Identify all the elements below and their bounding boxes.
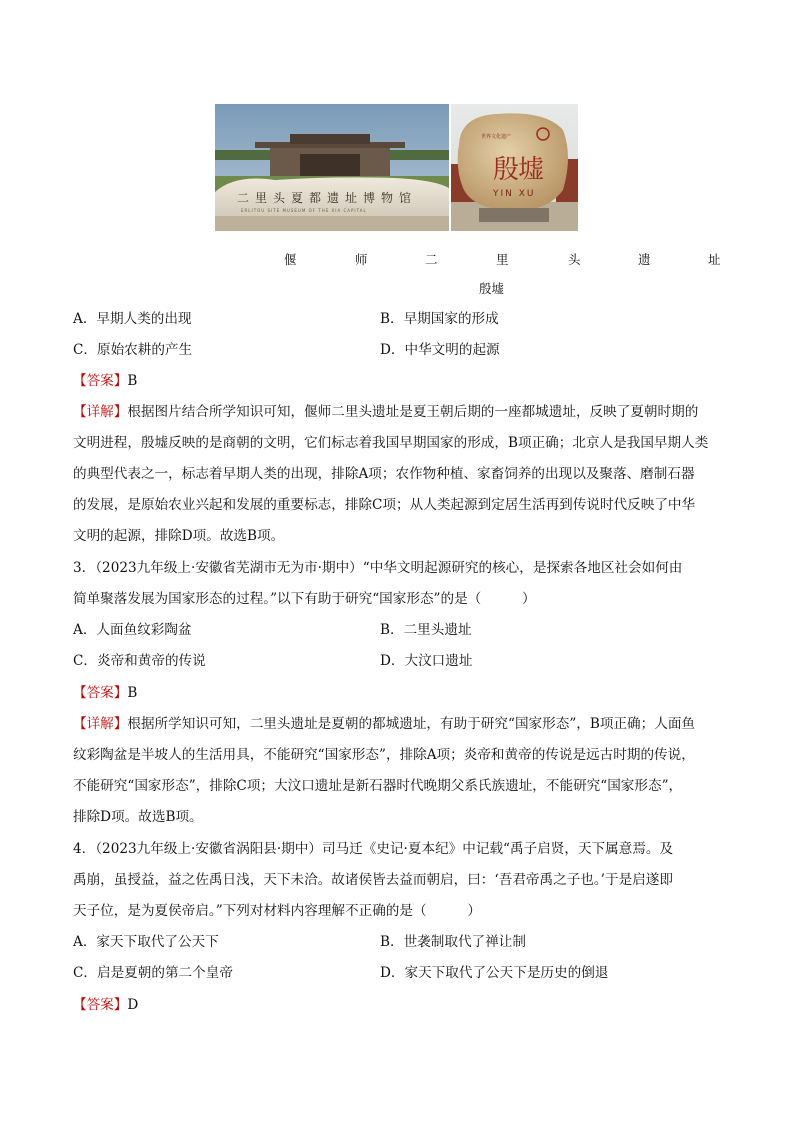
detail-label: 【详解】	[73, 716, 128, 732]
caption-char: 头	[568, 252, 581, 267]
q2-detail-line	[73, 402, 698, 422]
q3-stem-text: “中华文明起源研究的核心，是探索各地区社会如何由	[362, 560, 683, 576]
q2-detail-line: 文明的起源，排除D项。故选B项。	[73, 528, 285, 544]
q3-detail-line: 排除D项。故选B项。	[73, 809, 203, 825]
q3-detail-line: 纹彩陶盆是半坡人的生活用具，不能研究“国家形态”，排除A项；炎帝和黄帝的传说是远古时期的传说，	[73, 747, 695, 763]
q4-source: （2023九年级上·安徽省涡阳县·期中）	[95, 841, 322, 857]
q2-answer	[73, 371, 137, 391]
answer-value: D	[127, 997, 139, 1013]
answer-label: 【答案】	[73, 997, 128, 1013]
erlitou-museum-photo	[215, 104, 449, 231]
q2-detail-line: 文明进程，殷墟反映的是商朝的文明，它们标志着我国早期国家的形成，B项正确；北京人是我国早期人类	[73, 435, 709, 451]
stone-title: 殷墟	[493, 155, 544, 185]
yinxu-stone-photo	[451, 104, 578, 231]
q4-stem-text: 司马迁《史记·夏本纪》中记载“禹子启贤，天下属意焉。及	[322, 841, 674, 857]
caption-char: 偃	[284, 252, 297, 267]
q4-option-b: B．世袭制取代了禅让制	[380, 934, 526, 950]
q3-option-b: B．二里头遗址	[380, 622, 472, 638]
q2-option-d: D．中华文明的起源	[380, 342, 500, 358]
q4-option-c: C．启是夏朝的第二个皇帝	[73, 965, 233, 981]
stone-small-text: 世界文化遗产	[481, 134, 512, 140]
detail-label: 【详解】	[73, 404, 128, 420]
q3-detail-line: 不能研究“国家形态”，排除C项；大汶口遗址是新石器时代晚期父系氏族遗址，不能研究“国家形态”，	[73, 778, 683, 794]
q4-stem-line: 禹崩，虽授益，益之佐禹日浅，天下未洽。故诸侯皆去益而朝启，曰：‘吾君帝禹之子也。’于是启遂即	[73, 872, 673, 888]
caption-char: 二	[425, 252, 438, 267]
q4-option-a: A．家天下取代了公天下	[73, 934, 219, 950]
q4-answer	[73, 995, 138, 1015]
stone-pinyin: YIN XU	[493, 189, 536, 199]
answer-value: B	[127, 373, 138, 389]
q2-detail-line: 的典型代表之一，标志着早期人类的出现，排除A项；农作物种植、家畜饲养的出现以及聚落、磨制石器	[73, 466, 695, 482]
q2-option-b: B．早期国家的形成	[380, 311, 499, 327]
q2-detail-line: 的发展，是原始农业兴起和发展的重要标志，排除C项；从人类起源到定居生活再到传说时代反映了中华	[73, 497, 696, 513]
q3-option-a: A．人面鱼纹彩陶盆	[73, 622, 192, 638]
q4-option-d: D．家天下取代了公天下是历史的倒退	[380, 965, 609, 981]
answer-label: 【答案】	[73, 373, 128, 389]
q3-answer	[73, 683, 137, 703]
detail-text: 根据所学知识可知，二里头遗址是夏朝的都城遗址，有助于研究“国家形态”，B项正确；人面鱼	[127, 716, 696, 732]
q3-detail-line	[73, 714, 695, 734]
detail-text: 根据图片结合所学知识可知，偃师二里头遗址是夏王朝后期的一座都城遗址，反映了夏朝时期的	[127, 404, 699, 420]
caption-char: 师	[355, 252, 368, 267]
caption-char: 遗	[638, 252, 651, 267]
museum-sign-text: 二里头夏都遗址博物馆	[237, 191, 418, 205]
q3-stem-line	[73, 558, 682, 578]
caption-char: 里	[496, 252, 509, 267]
q3-stem-line: 简单聚落发展为国家形态的过程。”以下有助于研究“国家形态”的是（ ）	[73, 591, 536, 607]
q4-stem-line: 天子位，是为夏侯帝启。”下列对材料内容理解不正确的是（ ）	[73, 903, 481, 919]
q3-number: 3．	[73, 560, 96, 576]
erlitou-museum-image	[215, 104, 449, 231]
museum-sign-subtext: ERLITOU SITE MUSEUM OF THE XIA CAPITAL	[241, 208, 367, 213]
answer-value: B	[127, 685, 138, 701]
q3-option-d: D．大汶口遗址	[380, 653, 473, 669]
caption-right: 殷墟	[479, 281, 505, 296]
caption-char: 址	[708, 252, 721, 267]
q4-number: 4．	[73, 841, 96, 857]
q4-stem-line	[73, 839, 673, 859]
q2-option-c: C．原始农耕的产生	[73, 342, 193, 358]
yinxu-stone-image	[451, 104, 578, 231]
q2-option-a: A．早期人类的出现	[73, 311, 192, 327]
answer-label: 【答案】	[73, 685, 128, 701]
q3-source: （2023九年级上·安徽省芜湖市无为市·期中）	[95, 560, 363, 576]
q3-option-c: C．炎帝和黄帝的传说	[73, 653, 206, 669]
